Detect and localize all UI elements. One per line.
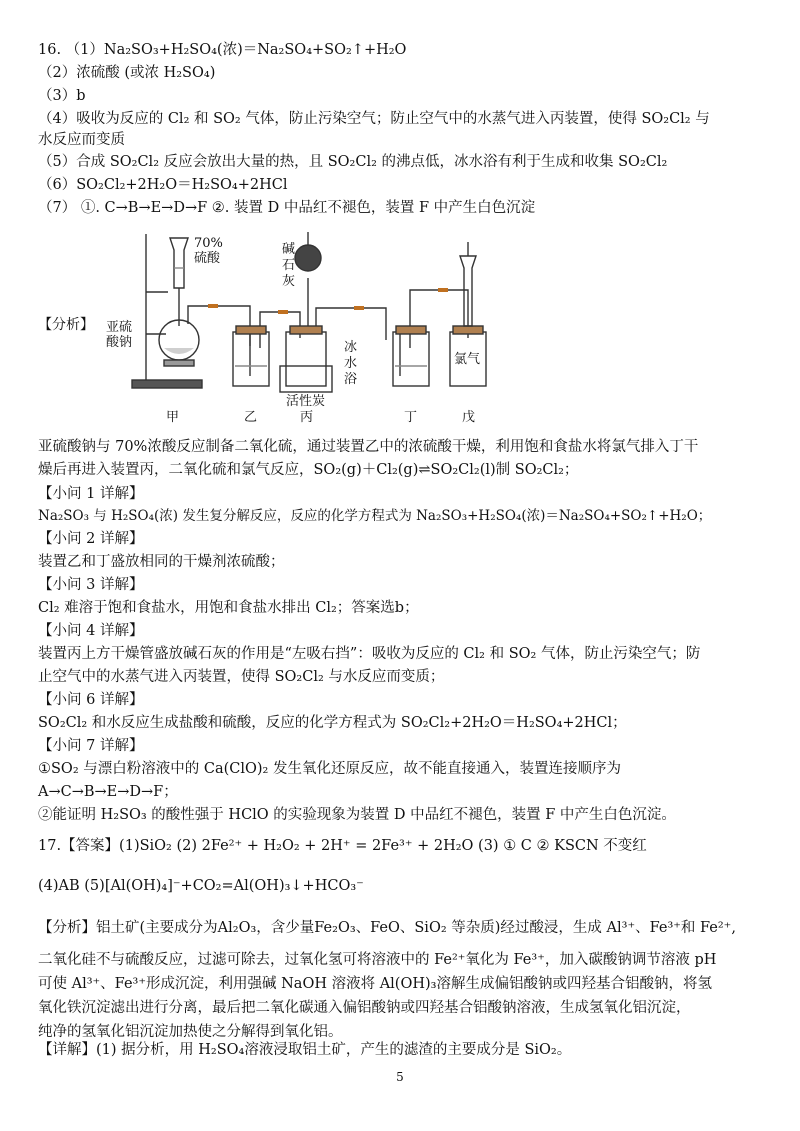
subq2-text: 装置乙和丁盛放相同的干燥剂浓硫酸；: [38, 554, 285, 570]
subq4-heading: 【小问 4 详解】: [38, 623, 144, 639]
q17-analysis-1: 【分析】铝土矿(主要成分为Al₂O₃，含少量Fe₂O₃、FeO、SiO₂ 等杂质)经过酸浸，生成 Al³⁺、Fe³⁺和 Fe²⁺,: [38, 920, 736, 936]
q17-detail: 【详解】(1) 据分析，用 H₂SO₄溶液浸取铝土矿，产生的滤渣的主要成分是 SiO₂。: [38, 1042, 572, 1058]
q16-line-5: 水反应而变质: [38, 132, 125, 148]
subq7-text-3: ②能证明 H₂SO₃ 的酸性强于 HClO 的实验现象为装置 D 中品红不褪色，装置 F 中产生白色沉淀。: [38, 807, 676, 823]
q17-analysis-5: 纯净的氢氧化铝沉淀加热使之分解得到氧化铝。: [38, 1024, 343, 1040]
label-ice-1: 冰: [344, 340, 358, 355]
q17-answer-line-2: (4)AB (5)[Al(OH)₄]⁻+CO₂=Al(OH)₃↓+HCO₃⁻: [38, 878, 364, 894]
q16-line-8: （7） ①. C→B→E→D→F ②. 装置 D 中品红不褪色，装置 F 中产生白色沉淀: [38, 200, 536, 216]
label-chlorine: 氯气: [454, 352, 481, 367]
q17-answer-line-1: 17.【答案】(1)SiO₂ (2) 2Fe²⁺ + H₂O₂ + 2H⁺ = 2Fe³⁺ + 2H₂O (3) ① C ② KSCN 不变红: [38, 838, 647, 854]
label-sulfite-1: 亚硫: [106, 320, 133, 335]
q16-line-2: （2）浓硫酸 (或浓 H₂SO₄): [38, 65, 216, 81]
apparatus-figure: [38, 228, 518, 428]
label-soda-1: 碱: [282, 242, 296, 257]
label-acid-percent: 70%: [194, 236, 223, 251]
label-soda-2: 石: [282, 258, 296, 273]
subq3-text: Cl₂ 难溶于饱和食盐水，用饱和食盐水排出 Cl₂；答案选b；: [38, 600, 419, 616]
analysis-line-1: 亚硫酸钠与 70%浓酸反应制备二氧化硫，通过装置乙中的浓硫酸干燥，利用饱和食盐水将氯气排入丁干: [38, 439, 699, 455]
subq6-text: SO₂Cl₂ 和水反应生成盐酸和硫酸，反应的化学方程式为 SO₂Cl₂+2H₂O＝H₂SO₄+2HCl；: [38, 715, 627, 731]
subq1-text: Na₂SO₃ 与 H₂SO₄(浓) 发生复分解反应，反应的化学方程式为 Na₂SO₃+H₂SO₄(浓)＝Na₂SO₄+SO₂↑+H₂O；: [38, 508, 712, 524]
subq1-heading: 【小问 1 详解】: [38, 486, 144, 502]
label-ding: 丁: [404, 410, 418, 425]
label-acid: 硫酸: [194, 251, 221, 266]
analysis-line-2: 燥后再进入装置丙，二氧化硫和氯气反应，SO₂(g)＋Cl₂(g)⇌SO₂Cl₂(l)制 SO₂Cl₂；: [38, 462, 579, 478]
subq7-heading: 【小问 7 详解】: [38, 738, 144, 754]
label-ice-3: 浴: [344, 372, 358, 387]
label-bing: 丙: [300, 410, 314, 425]
label-carbon: 活性炭: [286, 394, 326, 409]
subq7-text-2: A→C→B→E→D→F；: [38, 784, 178, 800]
subq6-heading: 【小问 6 详解】: [38, 692, 144, 708]
label-soda-3: 灰: [282, 274, 296, 289]
label-wu: 戊: [462, 410, 476, 425]
q17-analysis-4: 氧化铁沉淀滤出进行分离，最后把二氧化碳通入偏铝酸钠或四羟基合铝酸钠溶液，生成氢氧化铝沉淀，: [38, 1000, 691, 1016]
page-number: 5: [396, 1070, 404, 1084]
subq4-text-1: 装置丙上方干燥管盛放碱石灰的作用是“左吸右挡”：吸收为反应的 Cl₂ 和 SO₂ 气体，防止污染空气；防: [38, 646, 701, 662]
label-jia: 甲: [166, 410, 180, 425]
q16-line-7: （6）SO₂Cl₂+2H₂O＝H₂SO₄+2HCl: [38, 177, 288, 193]
q17-analysis-3: 可使 Al³⁺、Fe³⁺形成沉淀，利用强碱 NaOH 溶液将 Al(OH)₃溶解生成偏铝酸钠或四羟基合铝酸钠，将氢: [38, 976, 712, 992]
label-sulfite-2: 酸钠: [106, 335, 133, 350]
q16-line-3: （3）b: [38, 88, 86, 104]
subq7-text-1: ①SO₂ 与漂白粉溶液中的 Ca(ClO)₂ 发生氧化还原反应，故不能直接通入，装置连接顺序为: [38, 761, 621, 777]
label-ice-2: 水: [344, 356, 358, 371]
subq4-text-2: 止空气中的水蒸气进入丙装置，使得 SO₂Cl₂ 与水反应而变质；: [38, 669, 445, 685]
subq2-heading: 【小问 2 详解】: [38, 531, 144, 547]
q16-line-1: 16. （1）Na₂SO₃+H₂SO₄(浓)＝Na₂SO₄+SO₂↑+H₂O: [38, 42, 407, 58]
q16-line-6: （5）合成 SO₂Cl₂ 反应会放出大量的热，且 SO₂Cl₂ 的沸点低，冰水浴有利于生成和收集 SO₂Cl₂: [38, 154, 668, 170]
q16-line-4: （4）吸收为反应的 Cl₂ 和 SO₂ 气体，防止污染空气；防止空气中的水蒸气进入丙装置，使得 SO₂Cl₂ 与: [38, 111, 710, 127]
analysis-label: 【分析】: [38, 317, 94, 333]
subq3-heading: 【小问 3 详解】: [38, 577, 144, 593]
q17-analysis-2: 二氧化硅不与硫酸反应，过滤可除去，过氧化氢可将溶液中的 Fe²⁺氧化为 Fe³⁺，加入碳酸钠调节溶液 pH: [38, 952, 717, 968]
label-yi: 乙: [244, 410, 258, 425]
